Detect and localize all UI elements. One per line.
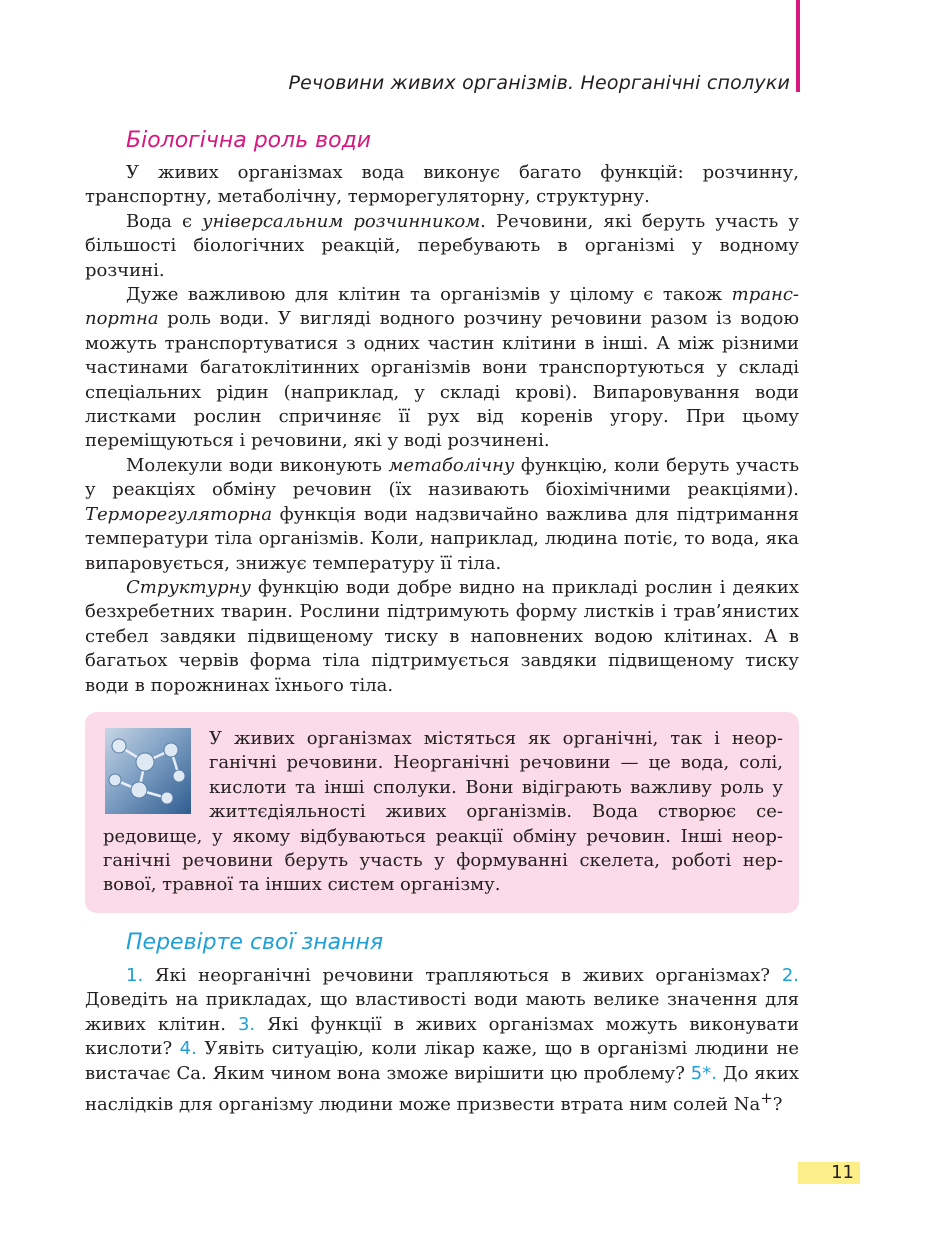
- main-text: [85, 161, 799, 698]
- info-note-text: У живих організмах містяться як органічні, так і неорганічні речовини. Неорганічні речовини — це вода, солі, кислоти та інші сполуки. Вони відіграють важливу роль у життєдіяльності живих організмів. Вода створює середовище, у якому відбуваються реакції обміну речовин. Інші неорганічні речовини беруть участь у формуванні скелета, роботі нервової, травної та інших систем організму.: [103, 728, 783, 896]
- page-number: 11: [798, 1162, 860, 1184]
- paragraph-2: Вода є універсальним розчинником. Речовини, які беруть участь у більшості біологічних реакцій, перебувають в організмі у водному розчині.: [85, 210, 799, 281]
- paragraph-3: Дуже важливою для клітин та організмів у цілому є також транспортна роль води. У вигляді водного розчину речовини разом із водою можуть транспортуватися з одних частин клітини в інші. А між різними частинами багатоклітинних організмів вони транспортуються у складі спеціальних рідин (наприклад, у складі крові). Випаровування води листками рослин спричиняє її рух від коренів угору. При цьому переміщуються і речовини, які у воді розчинені.: [85, 284, 799, 452]
- review-questions: [85, 964, 799, 1117]
- section-heading-check-knowledge: Перевірте свої знання: [126, 930, 384, 955]
- paragraph-5: Структурну функцію води добре видно на прикладі рослин і деяких безхребетних тварин. Рослини підтримують форму листків і трав’янистих стебел завдяки підвищеному тиску в наповнених водою клітинах. А в багатьох червів форма тіла підтримується завдяки підвищеному тиску води в порожнинах їхнього тіла.: [85, 576, 799, 696]
- question-number: 4.: [179, 1038, 197, 1060]
- question-number: 2.: [781, 965, 799, 986]
- term-structural: Структурну: [126, 576, 251, 598]
- header-accent-bar: [796, 0, 800, 92]
- question-number: 5*.: [690, 1062, 717, 1084]
- questions-paragraph: 1. Які неорганічні речовини трапляються в живих організмах? 2. Доведіть на прикладах, що властивості води мають велике значення для живих клітин. 3. Які функції в живих організмах можуть виконувати кислоти? 4. Уявіть ситуацію, коли лікар каже, що в організмі людини не вистачає Са. Яким чином вона зможе вирішити цю проблему? 5*. До яких наслідків для організму людини може призвести втрата ним солей Na+?: [85, 965, 799, 1116]
- paragraph-1: У живих організмах вода виконує багато функцій: розчинну, транспортну, метаболічну, терморегуляторну, структурну.: [85, 162, 799, 208]
- paragraph-4: Молекули води виконують метаболічну функцію, коли беруть участь у реакціях обміну речовин (їх називають біохімічними реакціями). Терморегуляторна функція води надзвичайно важлива для підтримання температури тіла організмів. Коли, наприклад, людина потіє, то вода, яка випаровується, знижує температуру її тіла.: [85, 454, 800, 574]
- term-thermoregulatory: Терморегуляторна: [85, 503, 273, 525]
- info-note-box: [85, 712, 799, 913]
- section-heading-water-role: Біологічна роль води: [126, 128, 372, 153]
- charge-superscript: +: [760, 1089, 773, 1108]
- term-universal-solvent: універсальним розчинником: [202, 210, 481, 232]
- question-number: 1.: [126, 965, 144, 986]
- question-number: 3.: [237, 1013, 256, 1035]
- term-metabolic: метаболічну: [388, 454, 515, 476]
- term-transport: транспортна: [85, 284, 799, 330]
- running-header: Речовини живих організмів. Неорганічні сполуки: [288, 72, 790, 94]
